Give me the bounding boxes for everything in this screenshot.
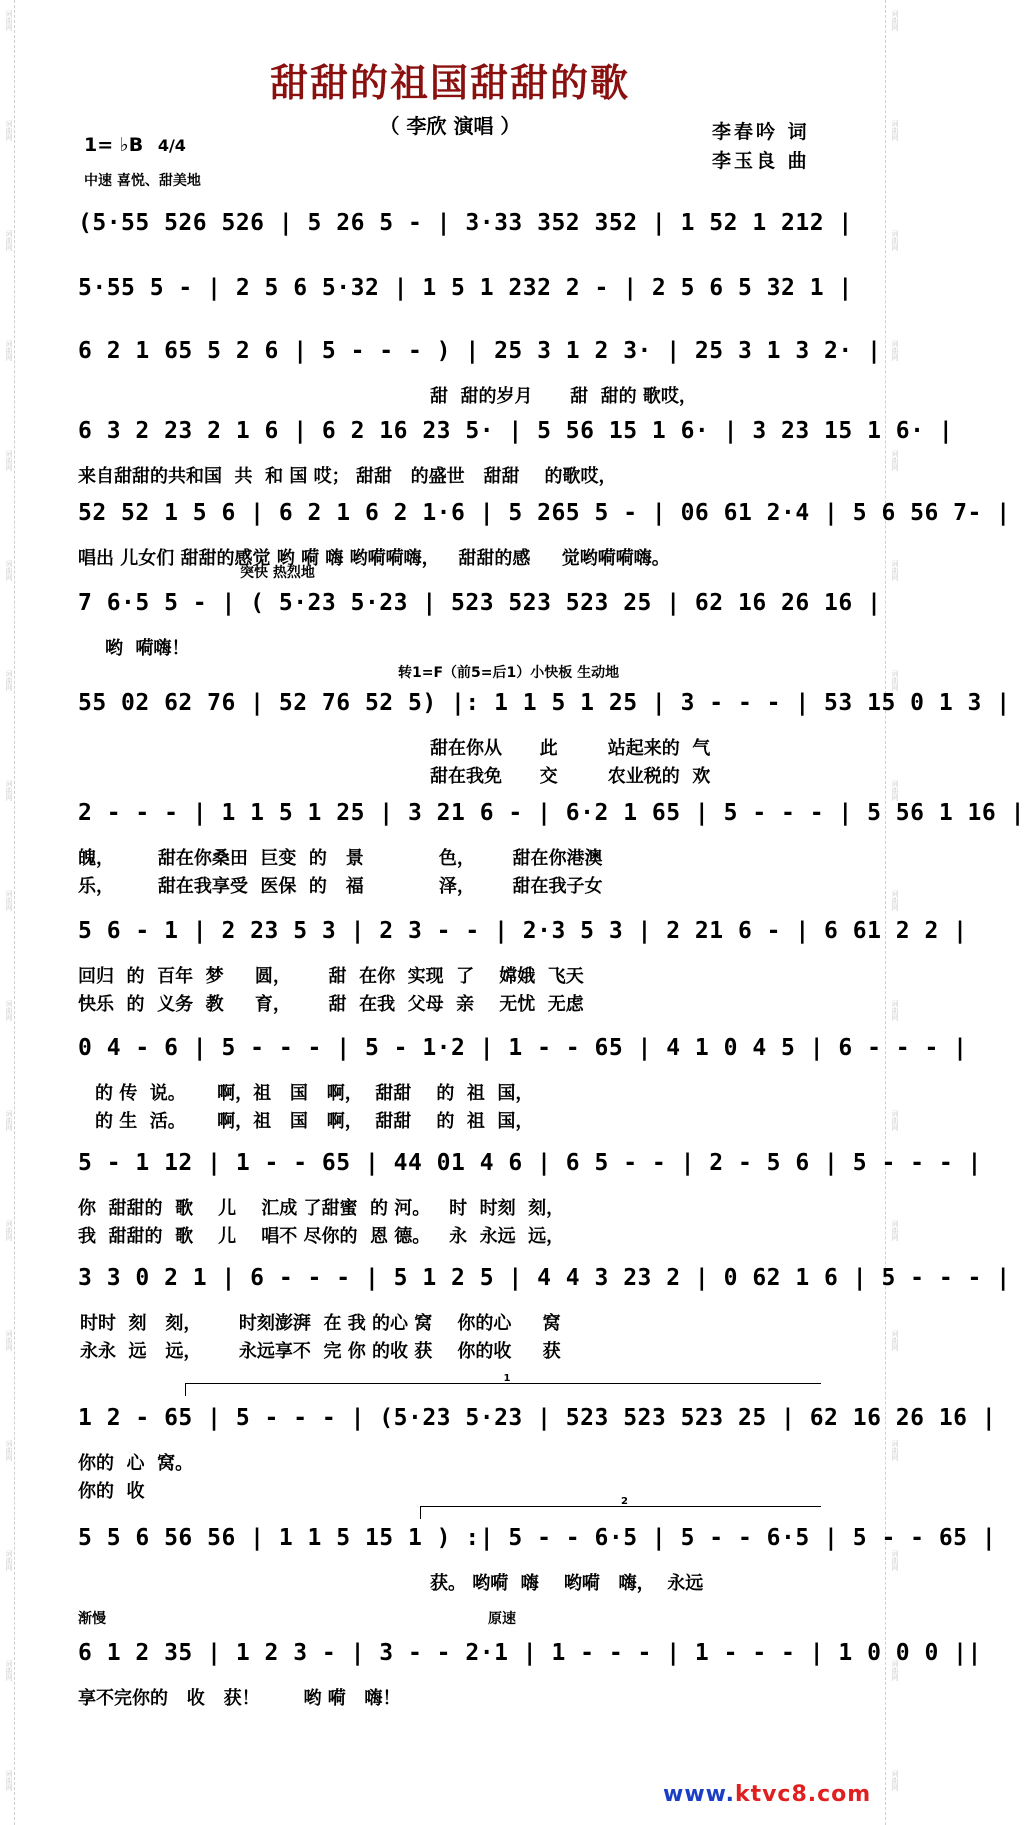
lyric-line: 你的 收: [78, 1481, 145, 1502]
watermark-text: 词曲网: [5, 780, 13, 801]
watermark-text: 词曲网: [5, 1110, 13, 1131]
notation-row: 2 - - - | 1 1 5 1 25 | 3 21 6 - | 6·2 1 65 | 5 - - - | 5 56 1 16 |: [78, 800, 1025, 826]
song-title: 甜甜的祖国甜甜的歌: [269, 60, 630, 105]
notation-row: 5·55 5 - | 2 5 6 5·32 | 1 5 1 232 2 - | 2 5 6 5 32 1 |: [78, 275, 853, 301]
watermark-text: 词曲网: [5, 450, 13, 471]
watermark-text: 词曲网: [5, 1220, 13, 1241]
watermark-text: 词曲网: [5, 890, 13, 911]
watermark-text: 词曲网: [891, 340, 899, 361]
singer-credit: （ 李欣 演唱 ）: [379, 114, 521, 138]
lyric-line: 永永 远 远， 永远享不 完 你 的收 获 你的收 获: [80, 1341, 561, 1362]
key-label: 1= ♭B: [84, 134, 144, 156]
watermark-text: 词曲网: [891, 1000, 899, 1021]
fast-marking: 突快 热烈地: [240, 565, 315, 581]
left-watermark-strip: [0, 0, 15, 1825]
watermark-text: 词曲网: [5, 120, 13, 141]
watermark-text: 词曲网: [891, 230, 899, 251]
watermark-text: 词曲网: [891, 1440, 899, 1461]
original-tempo-marking: 原速: [488, 1611, 516, 1627]
time-signature: 4/4: [157, 136, 186, 155]
lyric-line: 魄， 甜在你桑田 巨变 的 景 色， 甜在你港澳: [78, 848, 603, 869]
watermark-text: 词曲网: [891, 10, 899, 31]
lyric-line: 你 甜甜的 歌 儿 汇成 了甜蜜 的 河。 时 时刻 刻，: [78, 1198, 565, 1219]
notation-row: 52 52 1 5 6 | 6 2 1 6 2 1·6 | 5 265 5 - | 06 61 2·4 | 5 6 56 7- |: [78, 500, 1011, 526]
notation-row: 6 2 1 65 5 2 6 | 5 - - - ) | 25 3 1 2 3· | 25 3 1 3 2· |: [78, 338, 882, 364]
lyric-line: 我 甜甜的 歌 儿 唱不 尽你的 恩 德。 永 永远 远，: [78, 1226, 565, 1247]
watermark-text: 词曲网: [5, 1000, 13, 1021]
lyric-line: 快乐 的 义务 教 育， 甜 在我 父母 亲 无忧 无虑: [78, 994, 584, 1015]
lyric-line: 你的 心 窝。: [78, 1453, 194, 1474]
lyric-line: 的 生 活。 啊，祖 国 啊， 甜甜 的 祖 国，: [95, 1111, 534, 1132]
watermark-text: 词曲网: [891, 780, 899, 801]
watermark-text: 词曲网: [5, 340, 13, 361]
notation-row: (5·55 526 526 | 5 26 5 - | 3·33 352 352 | 1 52 1 212 |: [78, 210, 853, 236]
notation-row: 0 4 - 6 | 5 - - - | 5 - 1·2 | 1 - - 65 | 4 1 0 4 5 | 6 - - - |: [78, 1035, 968, 1061]
watermark-text: 词曲网: [891, 1220, 899, 1241]
lyric-line: 获。 哟嗬 嗨 哟嗬 嗨， 永远: [430, 1573, 704, 1594]
notation-row: 7 6·5 5 - | ( 5·23 5·23 | 523 523 523 25 | 62 16 26 16 |: [78, 590, 882, 616]
notation-row: 5 5 6 56 56 | 1 1 5 15 1 ) :| 5 - - 6·5 | 5 - - 6·5 | 5 - - 65 |: [78, 1525, 997, 1551]
notation-row: 55 02 62 76 | 52 76 52 5) |: 1 1 5 1 25 | 3 - - - | 53 15 0 1 3 |: [78, 690, 1011, 716]
watermark-text: 词曲网: [5, 1550, 13, 1571]
volta-1-bracket: 1: [185, 1383, 820, 1395]
watermark-text: 词曲网: [5, 560, 13, 581]
watermark-text: 词曲网: [891, 890, 899, 911]
watermark-text: 词曲网: [5, 230, 13, 251]
watermark-text: 词曲网: [891, 450, 899, 471]
watermark-text: 词曲网: [891, 1550, 899, 1571]
lyric-line: 甜 甜的岁月 甜 甜的 歌哎，: [430, 386, 697, 407]
watermark-text: 词曲网: [5, 1770, 13, 1791]
notation-row: 1 2 - 65 | 5 - - - | (5·23 5·23 | 523 523 523 25 | 62 16 26 16 |: [78, 1405, 997, 1431]
lyric-line: 时时 刻 刻， 时刻澎湃 在 我 的心 窝 你的心 窝: [80, 1313, 561, 1334]
watermark-text: 词曲网: [891, 120, 899, 141]
lyricist-credit: 李春吟 词: [712, 121, 810, 143]
watermark-text: 词曲网: [5, 670, 13, 691]
lyric-line: 哟 嗬嗨！: [105, 638, 190, 659]
lyric-line: 享不完你的 收 获！ 哟 嗬 嗨！: [78, 1688, 401, 1709]
tempo-marking: 中速 喜悦、甜美地: [84, 173, 201, 189]
website-watermark: www.ktvc8.com: [663, 1782, 872, 1807]
volta-2-bracket: 2: [420, 1506, 820, 1518]
watermark-text: 词曲网: [891, 1110, 899, 1131]
lyric-line: 唱出 儿女们 甜甜的感觉 哟 嗬 嗨 哟嗬嗬嗨， 甜甜的感 觉哟嗬嗬嗨。: [78, 548, 670, 569]
slow-marking: 渐慢: [78, 1611, 106, 1627]
composer-credit: 李玉良 曲: [712, 150, 810, 172]
watermark-text: 词曲网: [5, 1440, 13, 1461]
notation-row: 6 1 2 35 | 1 2 3 - | 3 - - 2·1 | 1 - - - | 1 - - - | 1 0 0 0 ||: [78, 1640, 982, 1666]
notation-row: 5 - 1 12 | 1 - - 65 | 44 01 4 6 | 6 5 - - | 2 - 5 6 | 5 - - - |: [78, 1150, 982, 1176]
modulation-marking: 转1=F（前5=后1）小快板 生动地: [398, 665, 620, 681]
notation-row: 5 6 - 1 | 2 23 5 3 | 2 3 - - | 2·3 5 3 | 2 21 6 - | 6 61 2 2 |: [78, 918, 968, 944]
watermark-text: 词曲网: [5, 1330, 13, 1351]
watermark-text: 词曲网: [5, 1660, 13, 1681]
watermark-text: 词曲网: [891, 670, 899, 691]
notation-row: 6 3 2 23 2 1 6 | 6 2 16 23 5· | 5 56 15 1 6· | 3 23 15 1 6· |: [78, 418, 954, 444]
lyric-line: 乐， 甜在我享受 医保 的 福 泽， 甜在我子女: [78, 876, 603, 897]
lyric-line: 甜在我免 交 农业税的 欢: [430, 766, 711, 787]
watermark-text: 词曲网: [891, 1660, 899, 1681]
watermark-text: 词曲网: [5, 10, 13, 31]
watermark-text: 词曲网: [891, 560, 899, 581]
notation-row: 3 3 0 2 1 | 6 - - - | 5 1 2 5 | 4 4 3 23 2 | 0 62 1 6 | 5 - - - |: [78, 1265, 1011, 1291]
lyric-line: 甜在你从 此 站起来的 气: [430, 738, 711, 759]
key-signature: [84, 134, 186, 156]
watermark-text: 词曲网: [891, 1330, 899, 1351]
watermark-text: 词曲网: [891, 1770, 899, 1791]
lyric-line: 的 传 说。 啊，祖 国 啊， 甜甜 的 祖 国，: [95, 1083, 534, 1104]
right-watermark-strip: [885, 0, 900, 1825]
lyric-line: 回归 的 百年 梦 圆， 甜 在你 实现 了 嫦娥 飞天: [78, 966, 584, 987]
lyric-line: 来自甜甜的共和国 共 和 国 哎； 甜甜 的盛世 甜甜 的歌哎，: [78, 466, 617, 487]
